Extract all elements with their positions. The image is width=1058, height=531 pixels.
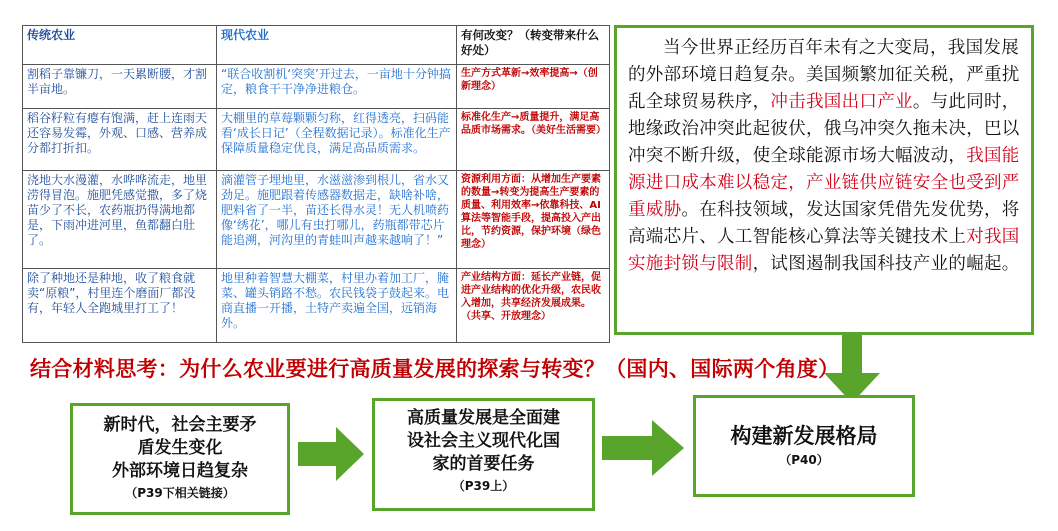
cell-modern: 滴灌管子埋地里，水滋滋渗到根儿，省水又劲足。施肥跟着传感器数据走，缺啥补啥，肥料省了一半，苗还长得水灵！无人机喷药像‘绣花’，哪儿有虫打哪儿，药瓶都带芯片能追溯，河沟里的青蛙叫声越来越响了！”	[217, 170, 457, 268]
material-text: 当今世界正经历百年未有之大变局，我国发展的外部环境日趋复杂。美国频繁加征关税，严重扰乱全球贸易秩序，	[628, 38, 1020, 112]
cell-change: 生产方式革新→效率提高→（创新理念）	[457, 65, 610, 109]
material-text-box	[614, 25, 1034, 335]
page-reference: （P40）	[779, 453, 829, 467]
cell-change: 标准化生产→质量提升，满足高品质市场需求。（美好生活需要）	[457, 109, 610, 171]
cell-modern: 大棚里的草莓颗颗匀称，红得透亮，扫码能看‘成长日记’（全程数据记录）。标准化生产保障质量稳定优良，满足高品质需求。	[217, 109, 457, 171]
header-change: 有何改变？（转变带来什么好处）	[457, 26, 610, 65]
table-row	[23, 65, 610, 109]
flow-text: 新时代，社会主要矛	[103, 415, 257, 435]
cell-modern: 地里种着智慧大棚菜，村里办着加工厂，腌菜、罐头销路不愁。农民钱袋子鼓起来。电商直播一开播，土特产卖遍全国，远销海外。	[217, 269, 457, 343]
cell-traditional: 除了种地还是种地，收了粮食就卖“原粮”，村里连个磨面厂都没有，年轻人全跑城里打工了！	[23, 269, 217, 343]
table-row	[23, 269, 610, 343]
flow-text: 高质量发展是全面建	[407, 408, 560, 428]
question-prompt: 结合材料思考：为什么农业要进行高质量发展的探索与转变？（国内、国际两个角度）	[30, 357, 840, 381]
cell-change: 产业结构方面：延长产业链，促进产业结构的优化升级，农民收入增加，共享经济发展成果。（共享、开放理念）	[457, 269, 610, 343]
flow-text: 家的首要任务	[432, 454, 535, 474]
flow-text: 构建新发展格局	[730, 424, 878, 448]
table-header-row	[23, 26, 610, 65]
flow-box-importance	[372, 398, 595, 511]
material-highlight: 对我国实施封锁与限制	[628, 227, 1020, 274]
page-reference: （P39上）	[452, 479, 515, 493]
material-text: 。在科技领域，发达国家凭借先发优势，将高端芯片、人工智能核心算法等关键技术上	[628, 200, 1020, 247]
flow-text: 外部环境日趋复杂	[112, 461, 248, 481]
flow-box-background	[70, 403, 290, 515]
material-highlight: 冲击我国出口产业	[770, 92, 913, 112]
comparison-table	[22, 25, 610, 343]
table-row	[23, 170, 610, 268]
page-reference: （P39下相关链接）	[125, 486, 235, 500]
material-text: 。与此同时，地缘政治冲突此起彼伏，俄乌冲突久拖未决，巴以冲突不断升级，使全球能源市场大幅波动，	[628, 92, 1020, 166]
flow-box-new-pattern	[693, 395, 915, 497]
header-modern: 现代农业	[217, 26, 457, 65]
flow-text: 设社会主义现代化国	[407, 431, 560, 451]
header-traditional: 传统农业	[23, 26, 217, 65]
right-arrow-icon	[602, 418, 686, 478]
cell-modern: “联合收割机‘突突’开过去，一亩地十分钟搞定，粮食干干净净进粮仓。	[217, 65, 457, 109]
right-arrow-icon	[298, 425, 366, 483]
cell-change: 资源利用方面：从增加生产要素的数量→转变为提高生产要素的质量、利用效率→依靠科技、AI算法等智能手段，提高投入产出比，节约资源，保护环境（绿色理念）	[457, 170, 610, 268]
cell-traditional: 割稻子靠镰刀，一天累断腰，才割半亩地。	[23, 65, 217, 109]
flow-text: 盾发生变化	[137, 438, 223, 458]
material-highlight: 我国能源进口成本难以稳定，产业链供应链安全也受到严重威胁	[628, 146, 1020, 220]
cell-traditional: 浇地大水漫灌，水哗哗流走，地里涝得冒泡。施肥凭感觉撒，多了烧苗少了不长，农药瓶扔得满地都是，下雨冲进河里，鱼都翻白肚了。	[23, 170, 217, 268]
cell-traditional: 稻谷籽粒有瘪有饱满，赶上连雨天还容易发霉，外观、口感、营养成分都打折扣。	[23, 109, 217, 171]
material-text: ，试图遏制我国科技产业的崛起。	[752, 254, 1020, 274]
table-row	[23, 109, 610, 171]
